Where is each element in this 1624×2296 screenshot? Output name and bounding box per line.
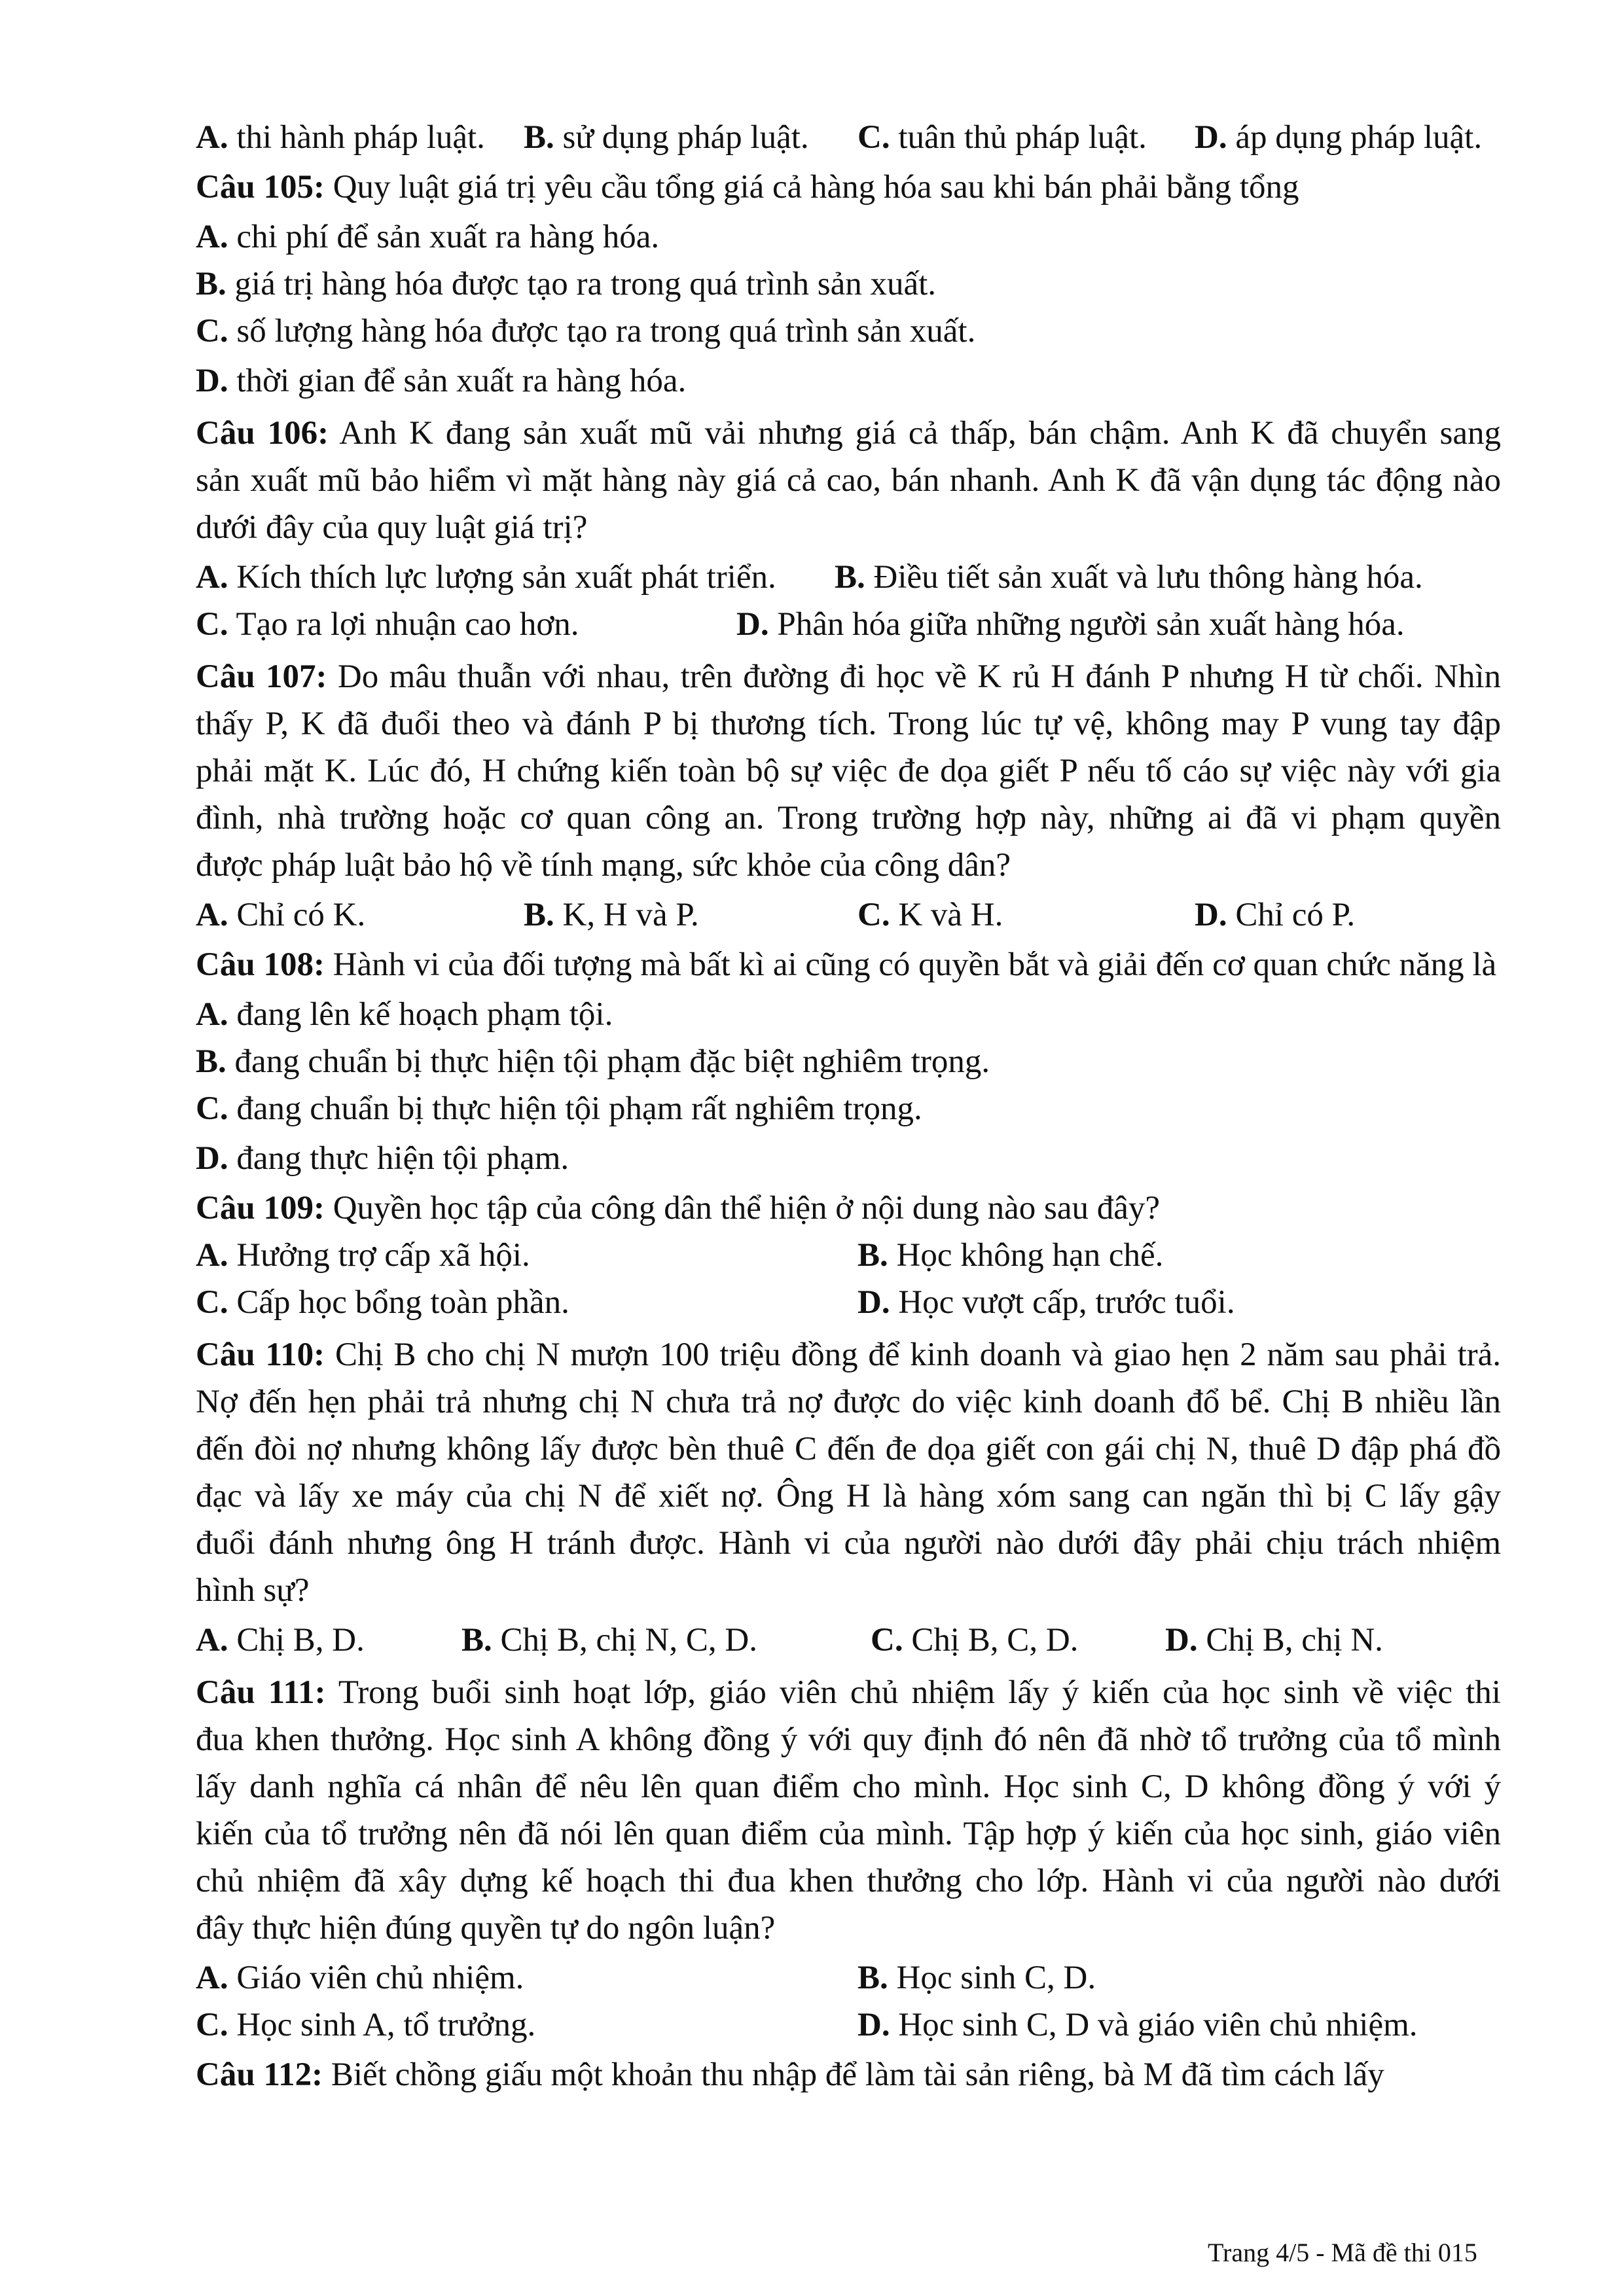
question-110-line: hình sự? [196,1572,310,1609]
q109-option-c: C. Cấp học bổng toàn phần. [196,1284,569,1321]
q106-option-c: C. Tạo ra lợi nhuận cao hơn. [196,606,579,643]
q110-option-d: D. Chị B, chị N. [1165,1622,1383,1659]
q106-option-b: B. Điều tiết sản xuất và lưu thông hàng hóa. [835,559,1423,596]
question-111-line: kiến của tổ trưởng nên đã nói lên quan điểm của mình. Tập hợp ý kiến của học sinh, giáo viên [196,1816,1501,1852]
prev-option-d: D. áp dụng pháp luật. [1195,119,1483,156]
q109-option-b: B. Học không hạn chế. [857,1237,1164,1274]
question-108: Câu 108: Hành vi của đối tượng mà bất kì ai cũng có quyền bắt và giải đến cơ quan chức năng là [196,946,1497,983]
q105-option-d: D. thời gian để sản xuất ra hàng hóa. [196,363,687,399]
q110-option-c: C. Chị B, C, D. [871,1622,1079,1659]
question-107: Câu 107: Do mâu thuẫn với nhau, trên đường đi học về K rủ H đánh P nhưng H từ chối. Nhìn [196,658,1501,695]
question-105: Câu 105: Quy luật giá trị yêu cầu tổng giá cả hàng hóa sau khi bán phải bằng tổng [196,169,1299,206]
q111-option-d: D. Học sinh C, D và giáo viên chủ nhiệm. [857,2007,1418,2043]
question-109: Câu 109: Quyền học tập của công dân thể hiện ở nội dung nào sau đây? [196,1190,1161,1227]
q107-option-c: C. K và H. [857,897,1003,933]
q108-option-d: D. đang thực hiện tội phạm. [196,1140,569,1177]
question-107-line: phải mặt K. Lúc đó, H chứng kiến toàn bộ sự việc đe dọa giết P nếu tố cáo sự việc này với gia [196,753,1501,789]
question-111-line: đua khen thưởng. Học sinh A không đồng ý với quy định đó nên đã nhờ tổ trưởng của tổ mình [196,1721,1501,1758]
q105-option-b: B. giá trị hàng hóa được tạo ra trong quá trình sản xuất. [196,266,937,302]
q111-option-b: B. Học sinh C, D. [857,1960,1096,1996]
prev-option-b: B. sử dụng pháp luật. [524,119,809,156]
question-112: Câu 112: Biết chồng giấu một khoản thu nhập để làm tài sản riêng, bà M đã tìm cách lấy [196,2056,1384,2093]
question-110-line: đến đòi nợ nhưng không lấy được bèn thuê C đến đe dọa giết con gái chị N, thuê D đập phá đồ [196,1431,1501,1467]
page-footer: Trang 4/5 - Mã đề thi 015 [1208,2238,1477,2267]
q105-option-c: C. số lượng hàng hóa được tạo ra trong quá trình sản xuất. [196,313,976,350]
q109-option-a: A. Hưởng trợ cấp xã hội. [196,1237,530,1274]
q107-option-d: D. Chỉ có P. [1195,897,1356,933]
q111-option-a: A. Giáo viên chủ nhiệm. [196,1960,524,1996]
question-111-line: lấy danh nghĩa cá nhân để nêu lên quan điểm cho mình. Học sinh C, D không đồng ý với ý [196,1768,1501,1805]
question-110: Câu 110: Chị B cho chị N mượn 100 triệu đồng để kinh doanh và giao hẹn 2 năm sau phải trả. [196,1336,1502,1373]
question-110-line: đạc và lấy xe máy của chị N để xiết nợ. Ông H là hàng xóm sang can ngăn thì bị C lấy gậy [196,1478,1501,1515]
question-107-line: thấy P, K đã đuổi theo và đánh P bị thương tích. Trong lúc tự vệ, không may P vung tay đập [196,706,1501,742]
q109-option-d: D. Học vượt cấp, trước tuổi. [857,1284,1235,1321]
q107-option-a: A. Chỉ có K. [196,897,366,933]
question-107-line: được pháp luật bảo hộ về tính mạng, sức khỏe của công dân? [196,847,1011,884]
q108-option-a: A. đang lên kế hoạch phạm tội. [196,996,613,1033]
question-111-line: đây thực hiện đúng quyền tự do ngôn luận? [196,1910,776,1946]
question-111-line: chủ nhiệm đã xây dựng kế hoạch thi đua khen thưởng cho lớp. Hành vi của người nào dưới [196,1863,1501,1899]
question-106-line: dưới đây của quy luật giá trị? [196,509,588,546]
q107-option-b: B. K, H và P. [524,897,699,933]
q108-option-c: C. đang chuẩn bị thực hiện tội phạm rất nghiêm trọng. [196,1090,922,1127]
prev-option-c: C. tuân thủ pháp luật. [857,119,1147,156]
question-107-line: đình, nhà trường hoặc cơ quan công an. Trong trường hợp này, những ai đã vi phạm quyền [196,800,1501,836]
q111-option-c: C. Học sinh A, tổ trưởng. [196,2007,536,2043]
question-106: Câu 106: Anh K đang sản xuất mũ vải nhưng giá cả thấp, bán chậm. Anh K đã chuyển sang [196,415,1502,452]
q106-option-d: D. Phân hóa giữa những người sản xuất hàng hóa. [736,606,1405,643]
question-111: Câu 111: Trong buổi sinh hoạt lớp, giáo viên chủ nhiệm lấy ý kiến của học sinh về việc thi [196,1674,1501,1711]
q105-option-a: A. chi phí để sản xuất ra hàng hóa. [196,219,660,255]
q110-option-a: A. Chị B, D. [196,1622,365,1659]
prev-option-a: A. thi hành pháp luật. [196,119,485,156]
question-110-line: đuổi đánh nhưng ông H tránh được. Hành vi của người nào dưới đây phải chịu trách nhiệm [196,1525,1501,1562]
question-106-line: sản xuất mũ bảo hiểm vì mặt hàng này giá cả cao, bán nhanh. Anh K đã vận dụng tác động nào [196,462,1501,499]
q110-option-b: B. Chị B, chị N, C, D. [461,1622,757,1659]
q106-option-a: A. Kích thích lực lượng sản xuất phát triển. [196,559,776,596]
question-110-line: Nợ đến hẹn phải trả nhưng chị N chưa trả nợ được do việc kinh doanh đổ bể. Chị B nhiều lần [196,1384,1501,1420]
q108-option-b: B. đang chuẩn bị thực hiện tội phạm đặc biệt nghiêm trọng. [196,1043,990,1080]
